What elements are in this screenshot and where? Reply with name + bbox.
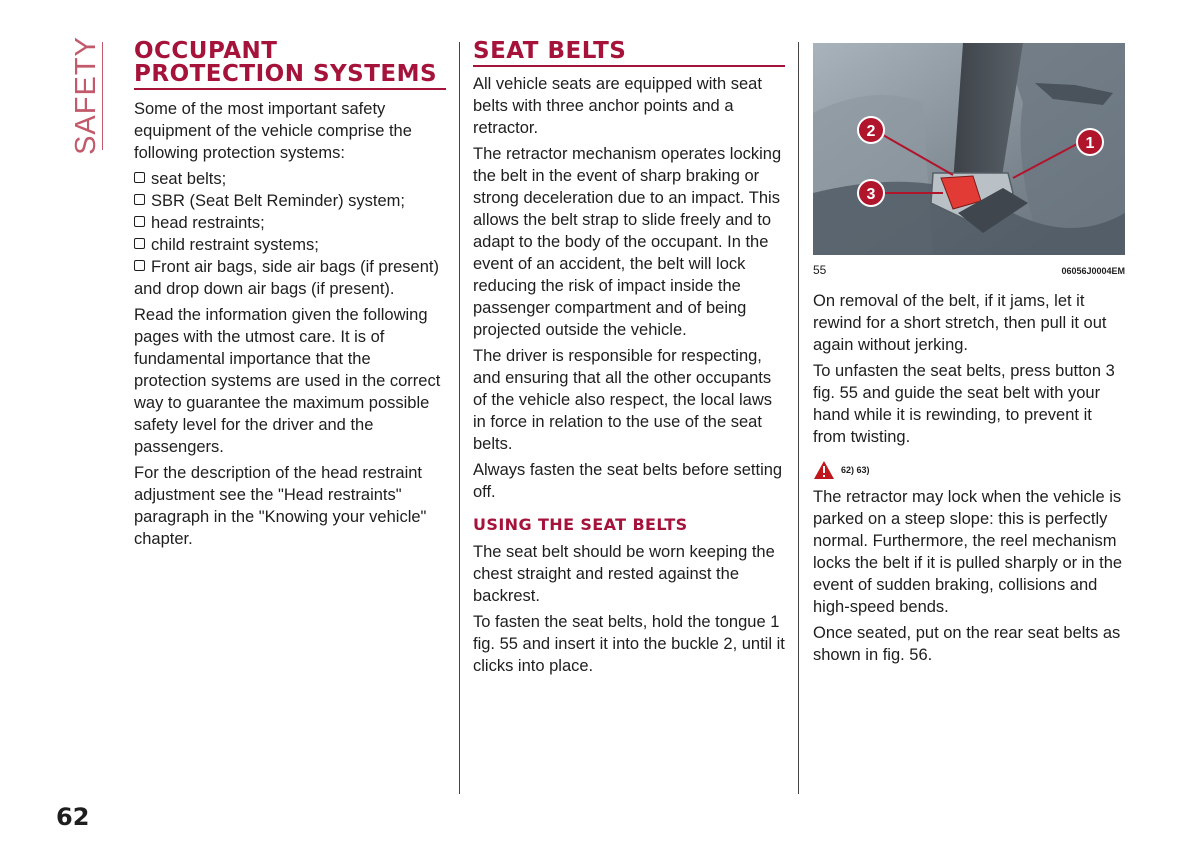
paragraph-unfasten: To unfasten the seat belts, press button 3 fig. 55 and guide the seat belt with your hand while it is rewinding, to prevent it from twisting. (813, 362, 1115, 446)
list-item-text: head restraints; (151, 214, 265, 232)
list-item-text: seat belts; (151, 170, 227, 188)
list-item (134, 212, 446, 234)
seat-belt-buckle-illustration (813, 43, 1125, 255)
page-number: 62 (56, 803, 90, 831)
column-divider (459, 42, 460, 794)
section-tab-divider (102, 42, 103, 150)
paragraph-rear-seat-belts: Once seated, put on the rear seat belts as shown in fig. 56. (813, 624, 1121, 664)
list-item-text: Front air bags, side air bags (if present) and drop down air bags (if present). (134, 258, 439, 298)
column-occupant-protection (134, 40, 446, 554)
list-item (134, 190, 446, 212)
paragraph-retractor: The retractor mechanism operates locking the belt in the event of sharp braking or strong deceleration due to an impact. This allows the belt strap to slide freely and to adapt to the body of the occupant. In the event of an accident, the belt will lock reducing the risk of impact inside the passenger compartment and of being projected outside the vehicle. (473, 145, 782, 339)
paragraph-wearing: The seat belt should be worn keeping the chest straight and rested against the backrest. (473, 543, 775, 605)
seat-belt-buckle-figure (813, 43, 1125, 255)
callout-3-label: 3 (866, 186, 876, 203)
protection-systems-list (134, 168, 446, 300)
heading-using-seat-belts: USING THE SEAT BELTS (473, 515, 688, 534)
warning-triangle-icon (813, 460, 835, 480)
list-item (134, 168, 446, 190)
figure-number: 55 (813, 263, 827, 277)
paragraph-seat-belts-intro: All vehicle seats are equipped with seat belts with three anchor points and a retractor. (473, 75, 762, 137)
paragraph-retractor-lock: The retractor may lock when the vehicle is parked on a steep slope: this is perfectly normal. Furthermore, the reel mechanism locks the belt if it is pulled sharply or in the event of sudden braking, collisions and high-speed bends. (813, 488, 1123, 616)
warning-refs: 62) 63) (841, 465, 870, 475)
list-item (134, 256, 446, 300)
callout-2-label: 2 (866, 123, 876, 140)
paragraph-head-restraint: For the description of the head restraint adjustment see the "Head restraints" paragraph in the "Knowing your vehicle" chapter. (134, 464, 427, 548)
paragraph-belt-jams: On removal of the belt, if it jams, let it rewind for a short stretch, then pull it out again without jerking. (813, 292, 1107, 354)
paragraph-read-information: Read the information given the following pages with the utmost care. It is of fundamental importance that the protection systems are used in the correct way to guarantee the maximum possible safety level for the driver and the passengers. (134, 306, 441, 456)
paragraph-driver-responsibility: The driver is responsible for respecting, and ensuring that all the other occupants of the vehicle also respect, the local laws in force in relation to the use of the seat belts. (473, 347, 772, 453)
heading-seat-belts: SEAT BELTS (473, 40, 785, 67)
list-item (134, 234, 446, 256)
callout-1-label: 1 (1085, 135, 1095, 152)
figure-caption (813, 263, 1125, 277)
checkbox-bullet-icon (134, 238, 145, 249)
checkbox-bullet-icon (134, 194, 145, 205)
paragraph-fasten-before: Always fasten the seat belts before setting off. (473, 461, 783, 501)
checkbox-bullet-icon (134, 172, 145, 183)
warning-reference (813, 460, 1125, 480)
list-item-text: SBR (Seat Belt Reminder) system; (151, 192, 405, 210)
column-divider (798, 42, 799, 794)
list-item-text: child restraint systems; (151, 236, 319, 254)
checkbox-bullet-icon (134, 260, 145, 271)
column-seat-belts (473, 40, 785, 681)
paragraph-fastening: To fasten the seat belts, hold the tongue 1 fig. 55 and insert it into the buckle 2, until it clicks into place. (473, 613, 785, 675)
section-tab-label: SAFETY (69, 35, 102, 155)
checkbox-bullet-icon (134, 216, 145, 227)
column-seat-belts-continued (813, 40, 1125, 670)
figure-code: 06056J0004EM (1061, 266, 1125, 276)
intro-paragraph: Some of the most important safety equipment of the vehicle comprise the following protection systems: (134, 100, 412, 162)
section-tab (66, 35, 106, 155)
heading-occupant-protection: OCCUPANT PROTECTION SYSTEMS (134, 40, 446, 90)
